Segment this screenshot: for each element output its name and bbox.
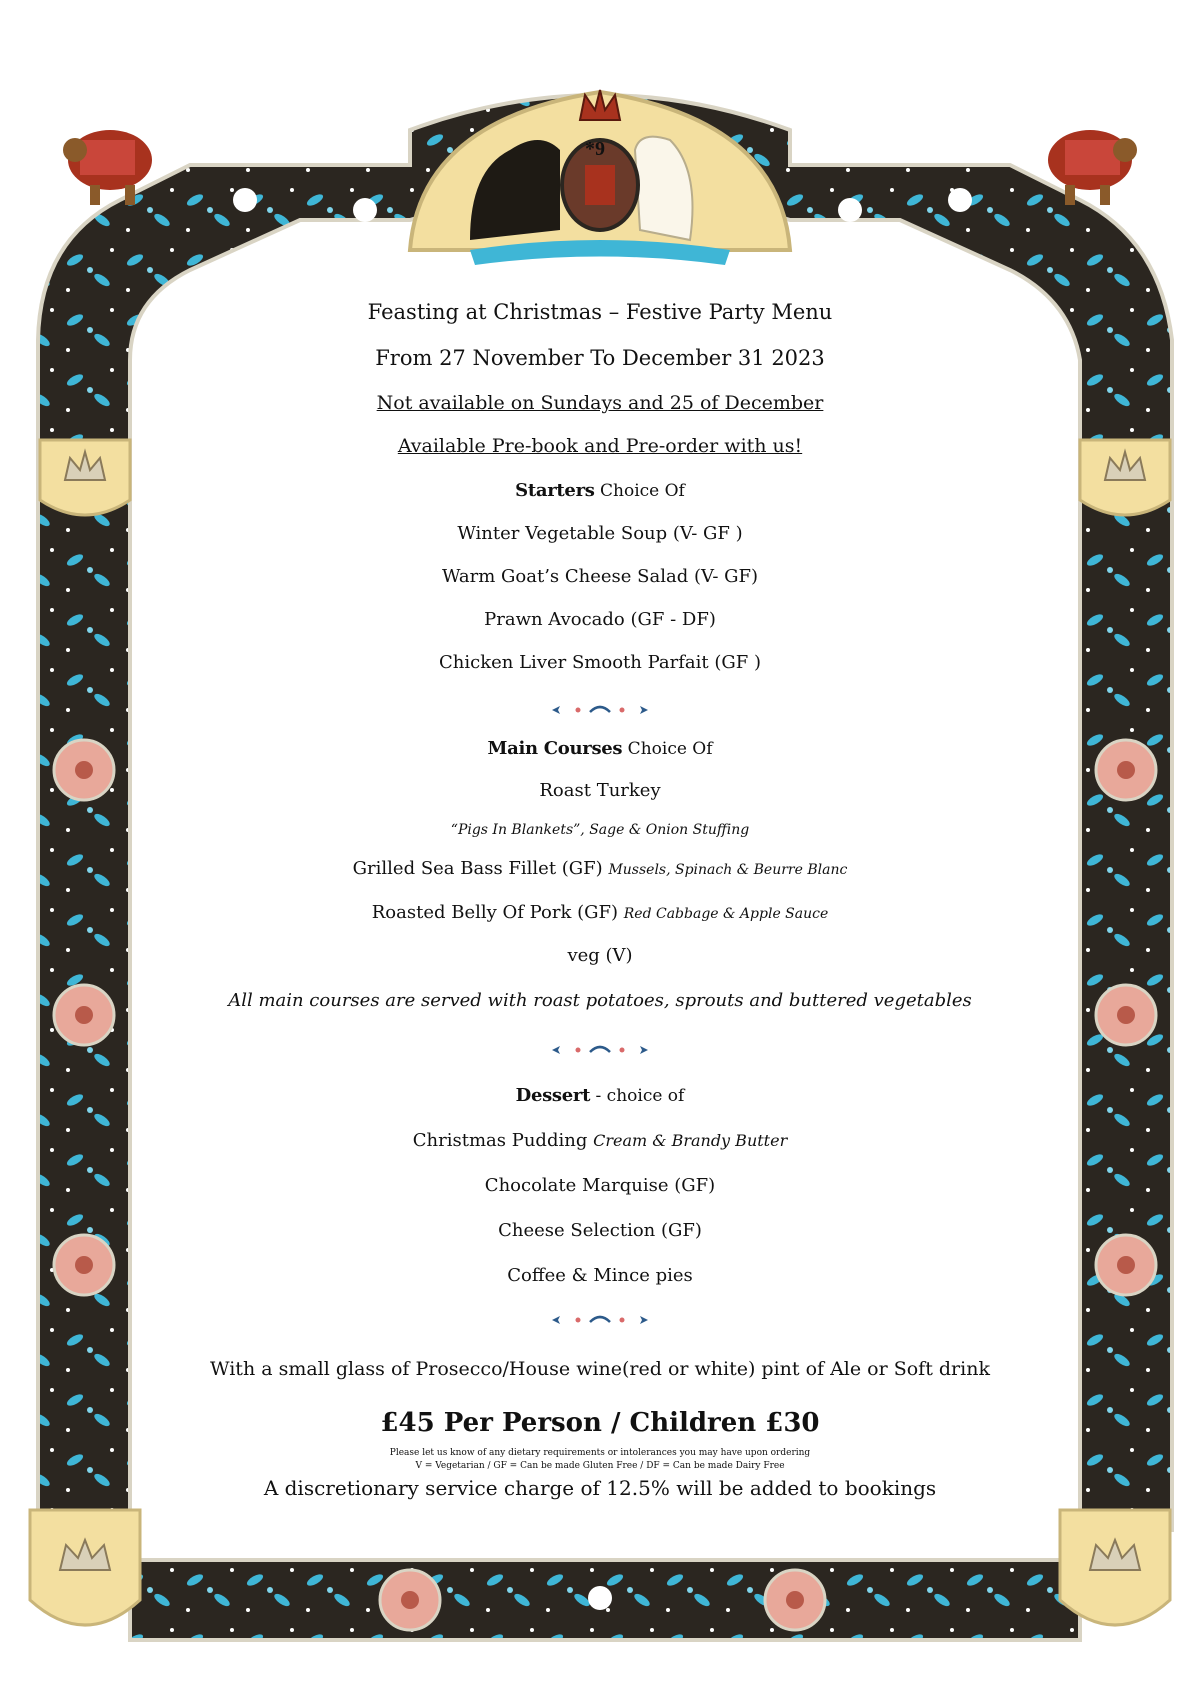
starter-item: Chicken Liver Smooth Parfait (GF ) [439, 652, 761, 673]
mains-heading [170, 738, 1030, 759]
menu-title: Feasting at Christmas – Festive Party Menu [367, 300, 833, 324]
dessert-item-pudding [170, 1130, 1030, 1151]
dessert-heading-label: Dessert [515, 1085, 591, 1106]
sea-bass-description: Mussels, Spinach & Beurre Blanc [608, 862, 848, 878]
dietary-note: Please let us know of any dietary requirements or intolerances you may have upon ordering [389, 1448, 811, 1458]
main-item-sea-bass [170, 858, 1030, 879]
flourish-divider [550, 1312, 650, 1328]
mains-served-with: All main courses are served with roast potatoes, sprouts and buttered vegetables [228, 990, 972, 1011]
pork-description: Red Cabbage & Apple Sauce [623, 906, 829, 922]
main-item-turkey: Roast Turkey [539, 780, 661, 801]
main-item-veg: veg (V) [567, 945, 633, 966]
prebook-note: Available Pre-book and Pre-order with us! [397, 435, 803, 457]
dessert-item: Cheese Selection (GF) [498, 1220, 702, 1241]
starters-heading-label: Starters [515, 480, 595, 501]
starter-item: Warm Goat’s Cheese Salad (V- GF) [441, 566, 759, 587]
menu-dates: From 27 November To December 31 2023 [375, 346, 825, 370]
pudding-description: Cream & Brandy Butter [593, 1131, 788, 1150]
left-crown-shield [40, 440, 130, 515]
mains-heading-label: Main Courses [487, 738, 623, 759]
turkey-description: “Pigs In Blankets”, Sage & Onion Stuffing [450, 822, 750, 838]
main-item-pork [170, 902, 1030, 923]
mains-heading-rest: Choice Of [622, 739, 713, 759]
sea-bass-name: Grilled Sea Bass Fillet (GF) [352, 858, 603, 879]
right-crown-shield [1080, 440, 1170, 515]
flourish-divider [550, 702, 650, 718]
availability-note: Not available on Sundays and 25 of December [376, 392, 824, 414]
starter-item: Winter Vegetable Soup (V- GF ) [457, 523, 743, 544]
bottom-right-crown-shield [1060, 1510, 1170, 1625]
dessert-heading [170, 1085, 1030, 1106]
service-charge: A discretionary service charge of 12.5% will be added to bookings [263, 1476, 937, 1500]
pudding-name: Christmas Pudding [412, 1130, 588, 1151]
crest-mark: *9 [585, 138, 605, 160]
starters-heading [170, 480, 1030, 501]
bottom-left-crown-shield [30, 1510, 140, 1625]
dietary-legend: V = Vegetarian / GF = Can be made Gluten Free / DF = Can be made Dairy Free [415, 1461, 785, 1471]
price: £45 Per Person / Children £30 [380, 1408, 820, 1438]
flourish-divider [550, 1042, 650, 1058]
starters-heading-rest: Choice Of [594, 481, 685, 501]
dessert-heading-rest: - choice of [590, 1086, 685, 1106]
drink-included: With a small glass of Prosecco/House wine(red or white) pint of Ale or Soft drink [210, 1358, 990, 1380]
dessert-item: Coffee & Mince pies [507, 1265, 693, 1286]
pork-name: Roasted Belly Of Pork (GF) [371, 902, 619, 923]
starter-item: Prawn Avocado (GF - DF) [484, 609, 716, 630]
dessert-item: Chocolate Marquise (GF) [484, 1175, 716, 1196]
